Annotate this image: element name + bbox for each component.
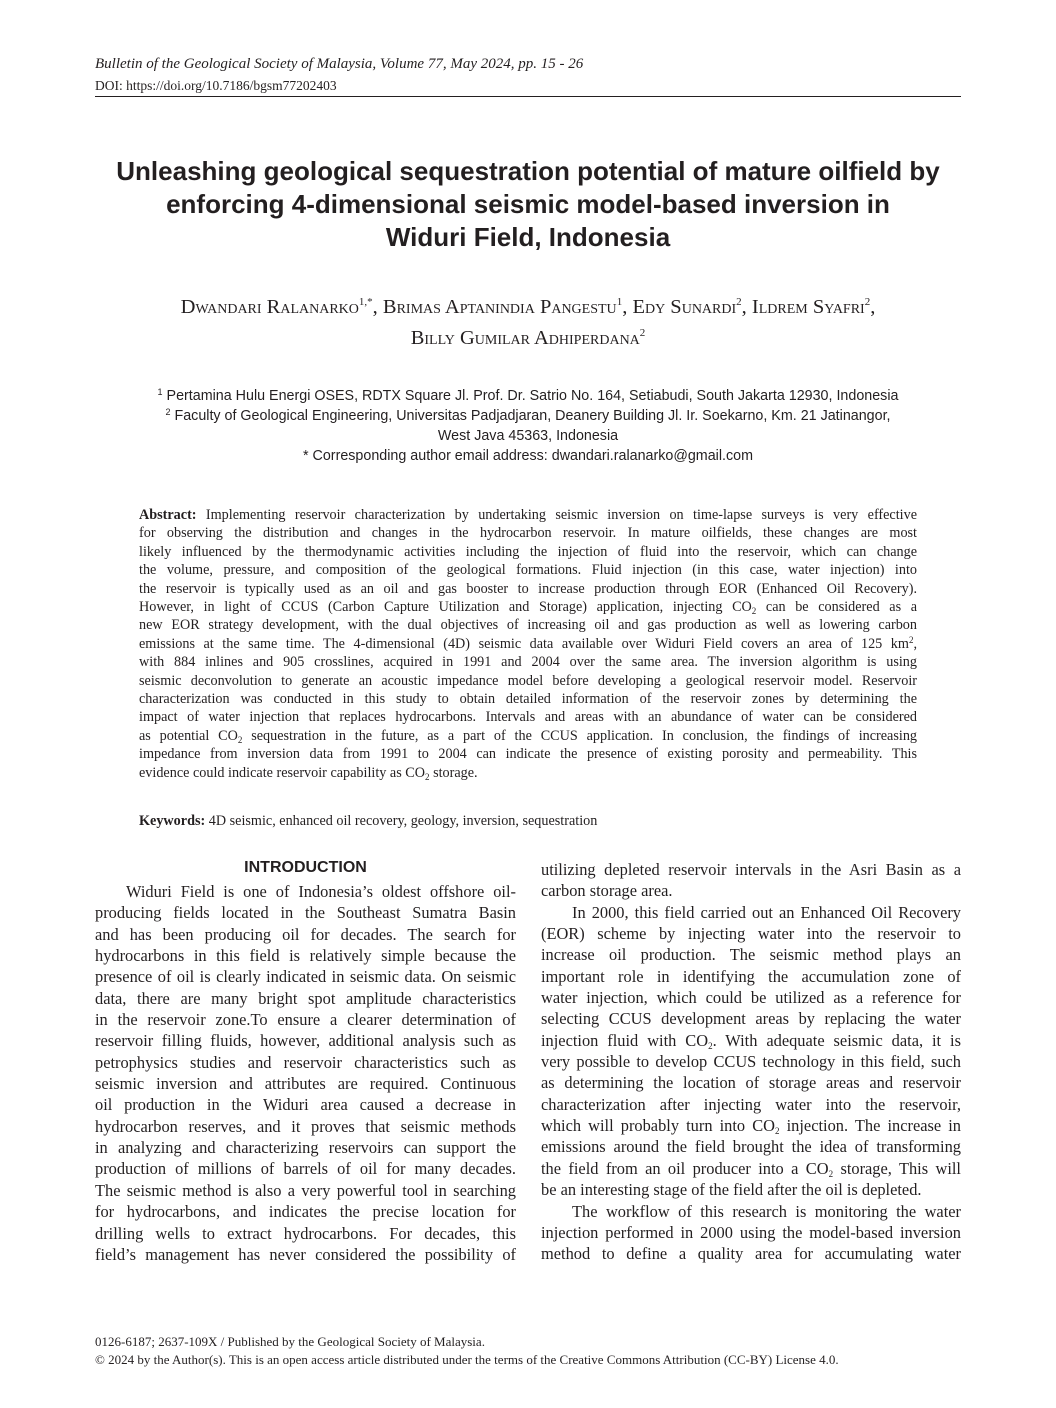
abstract-text: Implementing reservoir characterization by undertaking seismic inversion on time-lapse surveys is very effective xyxy=(205,507,917,523)
body-line: in the reservoir zone.To ensure a clearer determination of xyxy=(95,1010,516,1030)
author-line: Dwandari Ralanarko$^{1,*}$, Brimas Aptanindia Pangestu$^1$, Edy Sunardi$^2$, Ildrem Syafri$^2$, xyxy=(180,296,876,318)
body-line: The seismic method is also a very powerful tool in searching xyxy=(95,1180,516,1200)
left-column xyxy=(95,881,516,1265)
affil-text: Faculty of Geological Engineering, Universitas Padjadjaran, Deanery Building Jl. Ir. Soekarno, Km. 21 Jatinangor, xyxy=(174,408,891,424)
affil-mark: 2 xyxy=(165,407,171,417)
body-line: presence of oil is clearly indicated in seismic data. On seismic xyxy=(95,967,516,987)
footer-issn: 0126-6187; 2637-109X / Published by the Geological Society of Malaysia. xyxy=(95,1334,485,1349)
abstract-text: However, in light of CCUS (Carbon Capture Utilization and Storage) application, injecting CO xyxy=(139,599,752,616)
body-text: the field from an oil producer into a CO xyxy=(541,1158,829,1178)
keywords xyxy=(139,813,597,830)
author-name: Dwandari Ralanarko xyxy=(180,296,359,318)
subscript: 2 xyxy=(775,1126,780,1137)
body-line: seismic inversion and attributes are required. Continuous xyxy=(95,1074,516,1094)
author-name: Edy Sunardi xyxy=(632,296,737,318)
abstract-line: impact of water injection that replaces hydrocarbons. Intervals and areas with an abundance of water can be considered xyxy=(139,709,917,726)
abstract-text: sequestration in the future, as a part of the CCUS application. In conclusion, the findings of increasing xyxy=(242,727,918,744)
abstract xyxy=(139,506,917,782)
superscript: 2 xyxy=(908,634,914,645)
affil-text: Pertamina Hulu Energi OSES, RDTX Square Jl. Prof. Dr. Satrio No. 164, Setiabudi, South Jakarta 12930, Indonesia xyxy=(166,388,899,404)
abstract-line: characterization was conducted in this study to obtain detailed information of the reservoir zones by determining the xyxy=(139,691,917,708)
subscript: 2 xyxy=(708,1040,713,1051)
subscript: 2 xyxy=(828,1168,834,1179)
body-text: storage, This will xyxy=(833,1158,961,1178)
abstract-line xyxy=(139,727,917,745)
affiliation-2 xyxy=(95,406,961,426)
body-text: which will probably turn into CO xyxy=(541,1116,776,1136)
abstract-line: the volume, pressure, and composition of the geological formations. Fluid injection (in this case, water injection) into xyxy=(139,562,917,579)
body-line: Widuri Field is one of Indonesia’s oldest offshore oil- xyxy=(126,882,516,901)
body-line: utilizing depleted reservoir intervals in the Asri Basin as a xyxy=(541,860,961,879)
body-line: hydrocarbons in this field is relatively simple because the xyxy=(95,946,516,966)
body-line: (EOR) scheme by injecting water into the reservoir to xyxy=(541,924,961,944)
corresponding-author[interactable]: * Corresponding author email address: dwandari.ralanarko@gmail.com xyxy=(303,448,753,464)
abstract-line: likely influenced by the thermodynamic activities including the injection of fluid into the reservoir, which can change xyxy=(139,543,917,560)
abstract-line: for observing the distribution and changes in the hydrocarbon reservoir. In mature oilfields, these changes are most xyxy=(139,525,917,542)
body-line: characterization after injecting water into the reservoir, xyxy=(541,1094,961,1114)
body-line: very possible to develop CCUS technology in this field, such xyxy=(541,1052,961,1072)
affiliation-2-cont: West Java 45363, Indonesia xyxy=(437,428,619,444)
author-affil-mark: 1,* xyxy=(358,296,373,308)
paper-title xyxy=(95,155,961,254)
abstract-text: can be considered as a xyxy=(756,599,917,616)
keywords-label: Keywords: xyxy=(139,813,206,829)
subscript: 2 xyxy=(751,606,757,617)
body-line: for hydrocarbons, and indicates the precise location for xyxy=(95,1202,516,1222)
abstract-text: storage. xyxy=(429,764,478,781)
body-line: producing fields located in the Southeast Sumatra Basin xyxy=(95,903,516,923)
body-line xyxy=(541,1158,961,1179)
body-line: increase oil production. The seismic method plays an xyxy=(541,945,961,965)
body-line: carbon storage area. xyxy=(541,881,673,901)
abstract-line xyxy=(139,506,917,524)
body-line: water injection, which could be utilized as a reference for xyxy=(541,988,961,1008)
author-affil-mark: 2 xyxy=(736,296,742,308)
abstract-text: as potential CO xyxy=(139,727,238,744)
body-line: be an interesting stage of the field after the oil is depleted. xyxy=(541,1180,922,1200)
body-line: and has been producing oil for decades. The search for xyxy=(95,924,516,944)
abstract-label: Abstract: xyxy=(139,507,197,523)
body-line: petrophysics studies and reservoir characteristics such as xyxy=(95,1052,516,1072)
doi-line[interactable]: DOI: https://doi.org/10.7186/bgsm77202403 xyxy=(95,78,337,93)
page-footer xyxy=(95,1333,839,1369)
body-line: injection performed in 2000 using the model-based inversion xyxy=(541,1222,961,1242)
abstract-text: , xyxy=(913,635,917,652)
body-text: . With adequate seismic data, it is xyxy=(712,1030,961,1050)
journal-citation: Bulletin of the Geological Society of Malaysia, Volume 77, May 2024, pp. 15 - 26 xyxy=(95,56,584,72)
body-line: as determining the location of storage areas and reservoir xyxy=(541,1073,961,1093)
body-line: production of millions of barrels of oil for many decades. xyxy=(95,1159,516,1179)
title-line: Unleashing geological sequestration potential of mature oilfield by xyxy=(116,156,940,186)
body-line: oil production in the Widuri area caused a decrease in xyxy=(95,1095,516,1115)
subscript: 2 xyxy=(425,771,430,782)
title-line: enforcing 4-dimensional seismic model-based inversion in xyxy=(166,189,890,219)
subscript: 2 xyxy=(237,734,243,745)
header-rule xyxy=(95,96,961,97)
section-heading-introduction: INTRODUCTION xyxy=(244,859,367,876)
abstract-line: new EOR strategy development, with the dual objectives of increasing oil and gas production as well as lowering carbon xyxy=(139,617,917,634)
author-list xyxy=(95,292,961,354)
affiliations xyxy=(95,386,961,466)
right-column xyxy=(541,859,961,1265)
abstract-line xyxy=(139,635,917,653)
affil-mark: 1 xyxy=(157,387,163,397)
body-text: injection. The increase in xyxy=(779,1116,961,1136)
abstract-line: with 884 inlines and 905 crosslines, acquired in 1991 and 2004 over the same area. The inversion algorithm is using xyxy=(139,654,917,671)
body-line: selecting CCUS development areas by replacing the water xyxy=(541,1009,961,1029)
body-line: The workflow of this research is monitoring the water xyxy=(572,1201,961,1221)
body-line: drilling wells to extract hydrocarbons. For decades, this xyxy=(95,1223,516,1243)
body-line: hydrocarbon reserves, and it proves that seismic methods xyxy=(95,1116,516,1136)
body-line: In 2000, this field carried out an Enhanced Oil Recovery xyxy=(572,902,961,922)
abstract-line: the reservoir is typically used as an oil and gas booster to increase production through EOR (Enhanced Oil Recovery). xyxy=(139,580,917,597)
keywords-text: 4D seismic, enhanced oil recovery, geology, inversion, sequestration xyxy=(208,813,598,829)
author-name: Ildrem Syafri xyxy=(751,296,865,318)
body-line xyxy=(541,1115,961,1136)
abstract-line xyxy=(139,764,917,782)
body-line: data, there are many bright spot amplitude characteristics xyxy=(95,988,516,1008)
body-line: emissions around the field brought the idea of transforming xyxy=(541,1137,961,1157)
body-text: injection fluid with CO xyxy=(541,1030,709,1050)
body-line: field’s management has never considered the possibility of xyxy=(95,1244,516,1264)
body-line: important role in identifying the accumulation zone of xyxy=(541,966,961,986)
abstract-text: evidence could indicate reservoir capability as CO xyxy=(139,764,426,781)
author-affil-mark: 2 xyxy=(864,296,871,308)
author-affil-mark: 2 xyxy=(639,327,646,339)
abstract-line xyxy=(139,598,917,616)
author-name: Brimas Aptanindia Pangestu xyxy=(382,296,617,318)
body-line xyxy=(541,1030,961,1051)
footer-license: © 2024 by the Author(s). This is an open access article distributed under the terms of the Creative Commons Attribution (CC-BY) License 4.0. xyxy=(95,1352,839,1367)
body-line: reservoir filling fluids, however, additional analysis such as xyxy=(95,1031,516,1051)
title-line: Widuri Field, Indonesia xyxy=(385,222,671,252)
abstract-line: impedance from inversion data from 1991 to 2004 can indicate the presence of existing porosity and permeability. This xyxy=(139,746,917,763)
body-line: in analyzing and characterizing reservoirs can support the xyxy=(95,1138,516,1158)
abstract-text: emissions at the same time. The 4-dimensional (4D) seismic data available over Widuri Field covers an area of 125 km xyxy=(139,635,909,652)
author-name: Billy Gumilar Adhiperdana xyxy=(410,327,640,349)
body-line: method to define a quality area for accumulating water xyxy=(541,1244,961,1264)
affiliation-1 xyxy=(95,386,961,406)
author-line xyxy=(95,323,961,354)
abstract-line: seismic deconvolution to generate an acoustic impedance model before developing a geological reservoir model. Reservoir xyxy=(139,672,917,689)
author-affil-mark: 1 xyxy=(616,296,623,308)
